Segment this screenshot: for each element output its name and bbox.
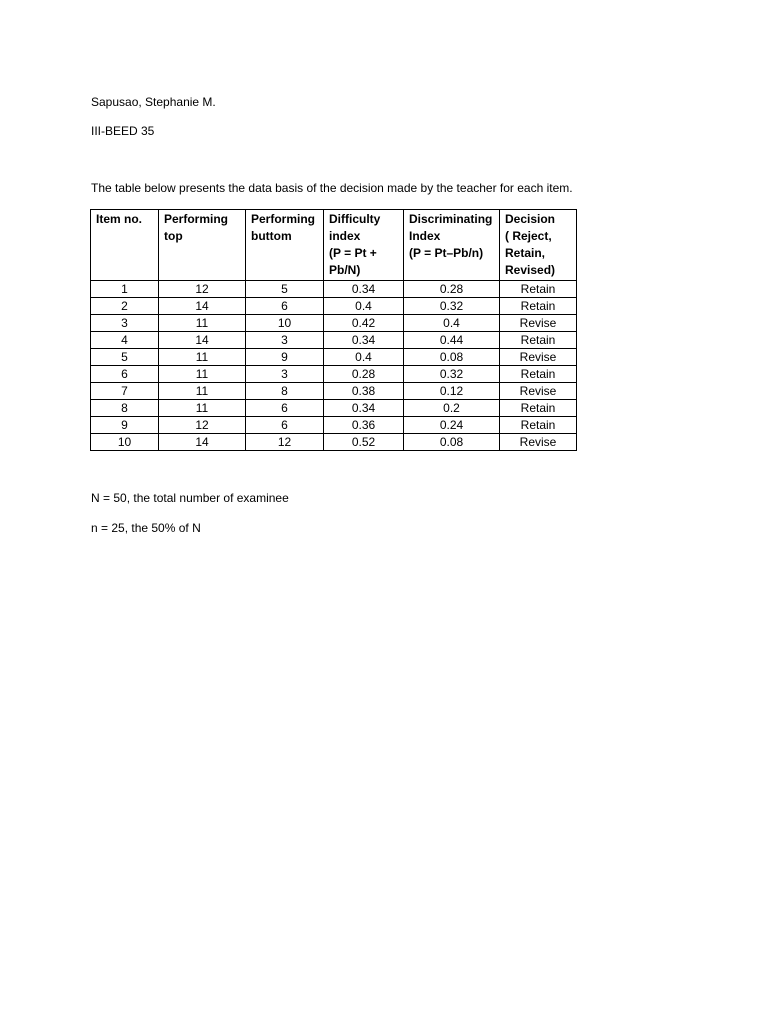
cell-discriminating-index: 0.08 <box>404 349 500 366</box>
cell-decision: Revise <box>500 383 577 400</box>
cell-item-no: 5 <box>91 349 159 366</box>
cell-difficulty-index: 0.52 <box>324 434 404 451</box>
cell-performing-buttom: 6 <box>246 298 324 315</box>
table-header-row <box>91 210 577 281</box>
cell-performing-buttom: 12 <box>246 434 324 451</box>
cell-performing-top: 12 <box>159 281 246 298</box>
cell-item-no: 7 <box>91 383 159 400</box>
cell-discriminating-index: 0.32 <box>404 366 500 383</box>
column-header-decision: Decision ( Reject, Retain, Revised) <box>500 210 577 281</box>
cell-performing-buttom: 10 <box>246 315 324 332</box>
cell-discriminating-index: 0.32 <box>404 298 500 315</box>
cell-difficulty-index: 0.34 <box>324 400 404 417</box>
cell-performing-buttom: 8 <box>246 383 324 400</box>
cell-difficulty-index: 0.34 <box>324 332 404 349</box>
note-half-examinees: n = 25, the 50% of N <box>91 521 201 535</box>
cell-discriminating-index: 0.08 <box>404 434 500 451</box>
cell-decision: Revise <box>500 315 577 332</box>
cell-item-no: 3 <box>91 315 159 332</box>
class-section: III-BEED 35 <box>91 124 155 138</box>
table-row <box>91 332 577 349</box>
cell-performing-buttom: 6 <box>246 400 324 417</box>
table-row <box>91 315 577 332</box>
cell-item-no: 10 <box>91 434 159 451</box>
cell-performing-top: 14 <box>159 298 246 315</box>
cell-decision: Retain <box>500 400 577 417</box>
cell-decision: Retain <box>500 417 577 434</box>
cell-performing-buttom: 6 <box>246 417 324 434</box>
cell-performing-top: 14 <box>159 434 246 451</box>
cell-discriminating-index: 0.2 <box>404 400 500 417</box>
cell-difficulty-index: 0.34 <box>324 281 404 298</box>
cell-item-no: 4 <box>91 332 159 349</box>
cell-discriminating-index: 0.4 <box>404 315 500 332</box>
cell-performing-buttom: 3 <box>246 332 324 349</box>
cell-performing-top: 12 <box>159 417 246 434</box>
table-row <box>91 366 577 383</box>
table-row <box>91 434 577 451</box>
column-header-difficulty-index: Difficulty index (P = Pt + Pb/N) <box>324 210 404 281</box>
table-row <box>91 281 577 298</box>
cell-decision: Retain <box>500 298 577 315</box>
cell-performing-top: 11 <box>159 383 246 400</box>
cell-performing-buttom: 9 <box>246 349 324 366</box>
cell-item-no: 8 <box>91 400 159 417</box>
cell-difficulty-index: 0.42 <box>324 315 404 332</box>
cell-item-no: 6 <box>91 366 159 383</box>
column-header-discriminating-index: Discriminating Index (P = Pt–Pb/n) <box>404 210 500 281</box>
cell-difficulty-index: 0.4 <box>324 298 404 315</box>
cell-decision: Retain <box>500 366 577 383</box>
cell-difficulty-index: 0.36 <box>324 417 404 434</box>
cell-performing-buttom: 3 <box>246 366 324 383</box>
table-row <box>91 417 577 434</box>
cell-performing-top: 11 <box>159 315 246 332</box>
table-row <box>91 400 577 417</box>
item-analysis-table <box>90 209 577 451</box>
cell-item-no: 1 <box>91 281 159 298</box>
cell-performing-top: 11 <box>159 349 246 366</box>
cell-discriminating-index: 0.44 <box>404 332 500 349</box>
author-name: Sapusao, Stephanie M. <box>91 95 216 109</box>
cell-discriminating-index: 0.28 <box>404 281 500 298</box>
cell-discriminating-index: 0.12 <box>404 383 500 400</box>
intro-paragraph: The table below presents the data basis of the decision made by the teacher for each item. <box>91 181 573 195</box>
cell-decision: Retain <box>500 281 577 298</box>
cell-performing-top: 14 <box>159 332 246 349</box>
cell-performing-top: 11 <box>159 366 246 383</box>
column-header-performing-buttom: Performing buttom <box>246 210 324 281</box>
cell-decision: Retain <box>500 332 577 349</box>
cell-performing-buttom: 5 <box>246 281 324 298</box>
cell-discriminating-index: 0.24 <box>404 417 500 434</box>
note-total-examinees: N = 50, the total number of examinee <box>91 491 289 505</box>
cell-item-no: 2 <box>91 298 159 315</box>
column-header-item-no: Item no. <box>91 210 159 281</box>
cell-difficulty-index: 0.28 <box>324 366 404 383</box>
cell-difficulty-index: 0.38 <box>324 383 404 400</box>
cell-decision: Revise <box>500 434 577 451</box>
cell-item-no: 9 <box>91 417 159 434</box>
table-row <box>91 349 577 366</box>
column-header-performing-top: Performing top <box>159 210 246 281</box>
cell-decision: Revise <box>500 349 577 366</box>
table-row <box>91 298 577 315</box>
cell-difficulty-index: 0.4 <box>324 349 404 366</box>
table-row <box>91 383 577 400</box>
cell-performing-top: 11 <box>159 400 246 417</box>
